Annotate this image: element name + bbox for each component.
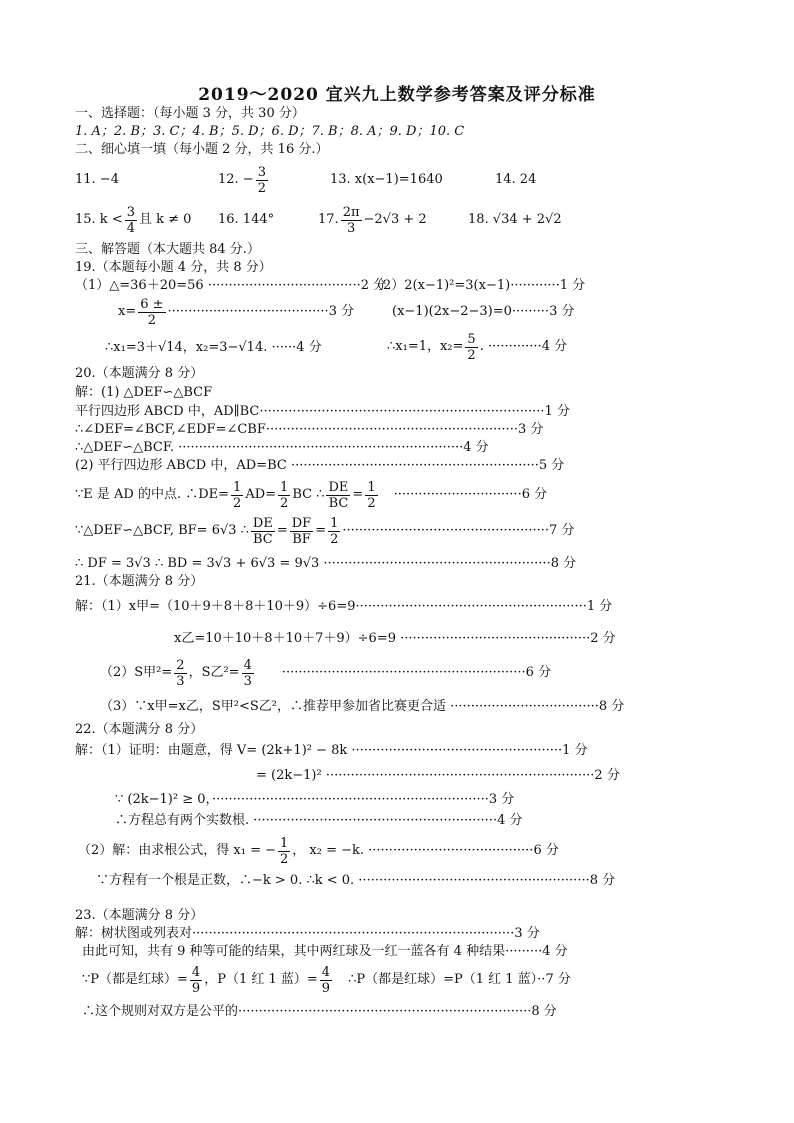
q20-heading: 20.（本题满分 8 分） — [75, 366, 204, 381]
section-solve-heading: 三、解答题（本大题共 84 分.） — [75, 242, 260, 257]
q20-l7-frac3-num: 1 — [330, 515, 339, 531]
q19-root-fraction — [465, 332, 477, 363]
q23-l3-frac1-num: 4 — [191, 964, 201, 980]
q21-line4: （3）∵x甲=x乙，S甲²<S乙²，∴推荐甲参加省比赛更合适 ····································8 分 — [100, 699, 625, 714]
q20-l6-frac1-num: 1 — [233, 479, 242, 495]
q21-l3-frac1-num: 2 — [176, 657, 185, 673]
q15-fraction — [125, 205, 137, 236]
q20-l7-frac2-num: DF — [291, 515, 312, 531]
q20-l6-frac4 — [365, 480, 377, 511]
q20-l6-eq: = — [352, 487, 364, 502]
answer-q16: 16. 144° — [218, 212, 275, 227]
q20-l6-frac1 — [231, 480, 243, 511]
q23-line1: 解：树状图或列表对··············································································3 分 — [75, 926, 540, 941]
q20-l6-frac4-num: 1 — [367, 479, 376, 495]
q23-line4: ∴这个规则对双方是公平的·······································································8 分 — [82, 1004, 557, 1019]
q21-heading: 21.（本题满分 8 分） — [75, 574, 204, 589]
q15-numerator: 3 — [126, 204, 135, 220]
q23-l3-score: ∴P（都是红球）=P（1 红 1 蓝）··7 分 — [348, 972, 571, 987]
answer-q15 — [75, 200, 191, 240]
q20-l6-text1: ∵E 是 AD 的中点. ∴DE= — [75, 487, 230, 502]
q20-l7-frac3 — [328, 516, 340, 547]
q20-l6-frac4-den: 2 — [367, 495, 376, 511]
q22-l5-frac-den: 2 — [280, 851, 289, 867]
answer-q14: 14. 24 — [495, 172, 537, 187]
q17-denominator: 3 — [346, 220, 356, 236]
q20-l6-text2: AD= — [245, 487, 277, 502]
q20-line7 — [75, 512, 574, 550]
q12-numerator: 3 — [257, 164, 266, 180]
section-fill-heading: 二、细心填一填（每小题 2 分，共 16 分.） — [75, 142, 329, 157]
q19-part2-line1: （2）2(x−1)²=3(x−1)············1 分 — [370, 278, 586, 293]
q20-l6-frac3-num: DE — [328, 479, 349, 495]
q19-heading: 19.（本题每小题 4 分，共 8 分） — [75, 260, 272, 275]
q23-l3-frac1-den: 9 — [191, 980, 201, 996]
q19-root-numerator: 5 — [467, 331, 476, 347]
q23-l3-text1: ∵P（都是红球）= — [82, 972, 188, 987]
q12-denominator: 2 — [257, 180, 266, 196]
q20-line3: ∴∠DEF=∠BCF,∠EDF=∠CBF·····························································3 分 — [75, 422, 544, 437]
q19-part2-line2: (x−1)(2x−2−3)=0·········3 分 — [392, 304, 575, 319]
answer-q18: 18. √34 + 2√2 — [468, 212, 562, 227]
q20-l7-frac1-den: BC — [253, 531, 273, 547]
q19-part2-line3 — [387, 328, 567, 366]
q20-l7-frac3-den: 2 — [330, 531, 339, 547]
q22-line6: ∵方程有一个根是正数，∴−k > 0. ∴k < 0. ························································8 分 — [96, 873, 616, 888]
q20-l6-frac3 — [326, 480, 350, 511]
q20-l7-frac2 — [290, 516, 313, 547]
q17-prefix: 17. — [318, 212, 339, 227]
choice-answers: 1. A；2. B；3. C；4. B；5. D；6. D；7. B；8. A；9. D；10. C — [75, 124, 465, 139]
q23-heading: 23.（本题满分 8 分） — [75, 908, 204, 923]
q19-part1-line3: ∴x₁=3＋√14，x₂=3−√14. ······4 分 — [105, 340, 322, 355]
q20-l7-frac1-num: DE — [252, 515, 273, 531]
q23-line2: 由此可知，共有 9 种等可能的结果，其中两红球及一红一蓝各有 4 种结果·········4 分 — [82, 944, 568, 959]
q21-line2: x乙=10＋10＋8＋10＋7＋9）÷6=9 ··············································2 分 — [174, 631, 616, 646]
q21-line3 — [100, 654, 551, 692]
q23-l3-frac2-den: 9 — [321, 980, 331, 996]
q20-l7-score: ··················································7 分 — [342, 523, 575, 538]
q21-l3-frac2-num: 4 — [243, 657, 252, 673]
q15-denominator: 4 — [126, 220, 135, 236]
q22-line3: ∵ (2k−1)² ≥ 0，···································································3 分 — [115, 792, 515, 807]
q20-line5: (2) 平行四边形 ABCD 中，AD=BC ····························································5 分 — [75, 458, 565, 473]
q19-part1-line2 — [118, 294, 354, 330]
q19-x-denominator: 2 — [147, 312, 157, 328]
q23-l3-frac2 — [320, 965, 332, 996]
q19-root-denominator: 2 — [467, 347, 476, 363]
q20-l6-text3: BC ∴ — [292, 487, 325, 502]
answer-q17 — [318, 200, 427, 240]
q20-l7-eq1: = — [276, 523, 288, 538]
q17-numerator: 2π — [342, 204, 360, 220]
q15-suffix: 且 k ≠ 0 — [139, 212, 192, 227]
q12-prefix: 12. − — [218, 172, 254, 187]
q19-x-score: ·······································3 分 — [167, 304, 355, 319]
q19-x-fraction — [138, 297, 165, 328]
q21-line1: 解：（1）x甲=（10＋9＋8＋8＋10＋9）÷6=9························································1 分 — [75, 599, 613, 614]
q23-l3-frac1 — [190, 965, 202, 996]
q22-line5 — [78, 832, 559, 870]
section-choice-heading: 一、选择题：（每小题 3 分，共 30 分） — [75, 106, 305, 121]
q22-l5-score: ， x₂ = −k. ········································6 分 — [292, 843, 559, 858]
q20-l6-frac2 — [278, 480, 290, 511]
q20-line2: 平行四边形 ABCD 中，AD∥BC·····································································1 分 — [75, 404, 570, 419]
q22-heading: 22.（本题满分 8 分） — [75, 722, 204, 737]
q20-line4: ∴△DEF∽△BCF. ·····································································4 分 — [75, 440, 489, 455]
q23-line3 — [82, 960, 571, 1000]
q19-x-numerator: 6 ± — [140, 296, 164, 312]
q20-l7-text1: ∵△DEF∽△BCF, BF= 6√3 ∴ — [75, 523, 249, 538]
q22-l5-text1: （2）解：由求根公式，得 x₁ = − — [78, 843, 276, 858]
q22-line2: = (2k−1)² ·································································2 分 — [256, 768, 620, 783]
q19-part1-line1: （1）△=36＋20=56 ·····································2 分 — [75, 278, 387, 293]
q22-line4: ∴方程总有两个实数根. ···························································4 分 — [115, 813, 523, 828]
q20-l6-frac2-den: 2 — [280, 495, 289, 511]
q23-l3-text2: ，P（1 红 1 蓝）= — [204, 972, 318, 987]
q20-l6-frac3-den: BC — [328, 495, 349, 511]
q20-line1: 解：(1) △DEF∽△BCF — [75, 385, 213, 400]
q20-l7-frac1 — [251, 516, 275, 547]
q20-l6-score: ·······························6 分 — [393, 487, 548, 502]
answer-q11: 11. −4 — [75, 172, 119, 187]
q21-l3-frac1 — [174, 658, 186, 689]
page-title: 2019～2020 宜兴九上数学参考答案及评分标准 — [198, 85, 596, 105]
q17-fraction — [341, 205, 362, 236]
q21-l3-text1: （2）S甲²= — [100, 665, 173, 680]
q20-l6-frac2-num: 1 — [280, 479, 289, 495]
q21-l3-frac2-den: 3 — [243, 673, 252, 689]
q21-l3-text2: ，S乙²= — [188, 665, 240, 680]
q22-l5-frac-num: 1 — [280, 835, 289, 851]
q20-line6 — [75, 476, 547, 514]
q17-suffix: −2√3 + 2 — [363, 212, 427, 227]
q23-l3-frac2-num: 4 — [321, 964, 331, 980]
q20-line8: ∴ DF = 3√3 ∴ BD = 3√3 + 6√3 = 9√3 ·······················································8 分 — [75, 556, 577, 571]
q22-l5-frac — [278, 836, 290, 867]
q21-l3-frac1-den: 3 — [176, 673, 185, 689]
q22-line1: 解：（1）证明：由题意，得 V= (2k+1)² − 8k ···················································1 分 — [75, 743, 588, 758]
q12-fraction — [256, 165, 268, 196]
answer-q12 — [218, 160, 270, 200]
q15-prefix: 15. k < — [75, 212, 123, 227]
q20-l7-eq2: = — [315, 523, 327, 538]
q20-l6-frac1-den: 2 — [233, 495, 242, 511]
q20-l7-frac2-den: BF — [292, 531, 311, 547]
q19-x-prefix: x= — [118, 304, 137, 319]
q19-root-prefix: ∴x₁=1，x₂= — [387, 339, 464, 354]
q21-l3-score: ···························································6 分 — [281, 665, 552, 680]
answer-q13: 13. x(x−1)=1640 — [330, 172, 443, 187]
q19-root-score: . ·············4 分 — [479, 339, 568, 354]
q21-l3-frac2 — [242, 658, 254, 689]
